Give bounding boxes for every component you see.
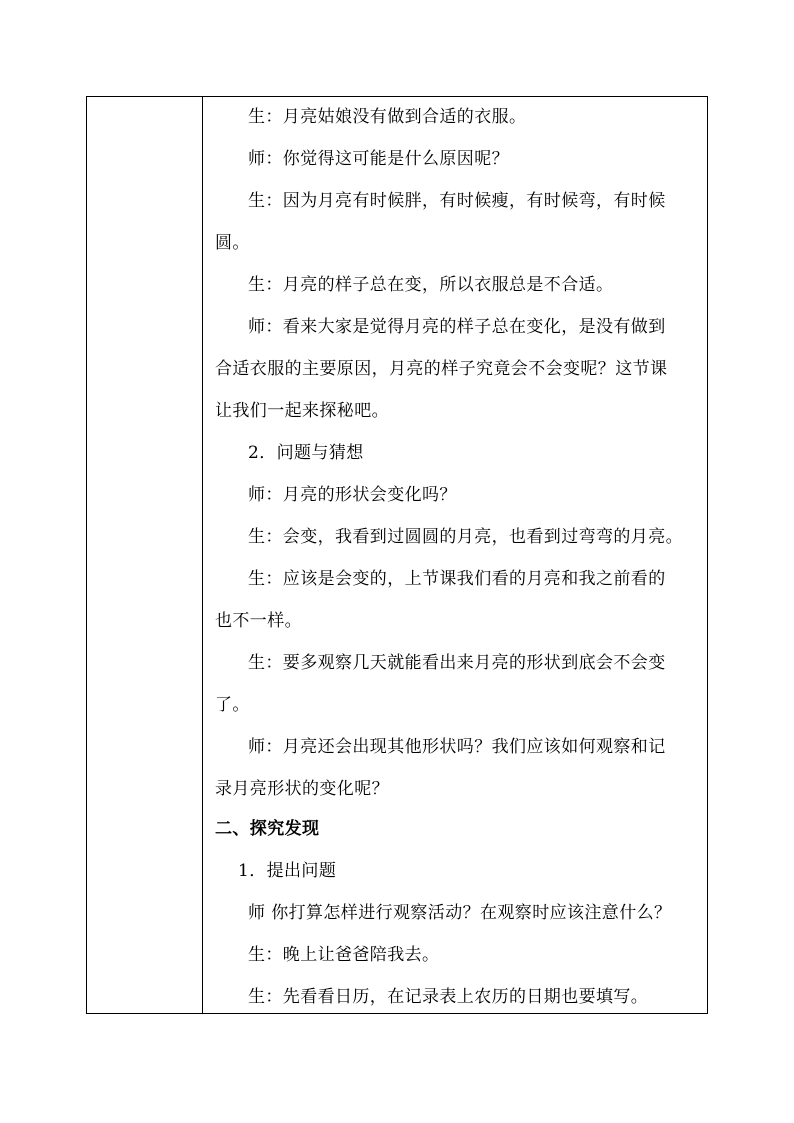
subsection-heading: 1．提出问题 [238, 861, 337, 881]
dialogue-line: 生：会变，我看到过圆圆的月亮，也看到过弯弯的月亮。 [248, 527, 683, 547]
content-cell [203, 97, 707, 1013]
dialogue-line: 师 你打算怎样进行观察活动？在观察时应该注意什么？ [248, 903, 672, 923]
dialogue-line-continuation: 合适衣服的主要原因，月亮的样子究竟会不会变呢？这节课 [215, 359, 668, 379]
left-column-cell [87, 97, 203, 1013]
dialogue-line-continuation: 圆。 [215, 233, 250, 253]
subsection-heading: 2．问题与猜想 [248, 443, 364, 463]
section-heading: 二、探究发现 [215, 819, 320, 839]
dialogue-line: 师：看来大家是觉得月亮的样子总在变化，是没有做到 [248, 317, 666, 337]
dialogue-line-continuation: 也不一样。 [215, 611, 302, 631]
dialogue-line: 生：要多观察几天就能看出来月亮的形状到底会不会变 [248, 653, 666, 673]
dialogue-line-continuation: 录月亮形状的变化呢？ [215, 779, 389, 799]
dialogue-line: 生：因为月亮有时候胖，有时候瘦，有时候弯，有时候 [248, 191, 666, 211]
dialogue-line: 师：你觉得这可能是什么原因呢？ [248, 149, 509, 169]
dialogue-line: 生：晚上让爸爸陪我去。 [248, 945, 440, 965]
dialogue-line: 生：月亮姑娘没有做到合适的衣服。 [248, 107, 527, 127]
dialogue-line: 师：月亮的形状会变化吗？ [248, 485, 457, 505]
dialogue-line: 生：应该是会变的，上节课我们看的月亮和我之前看的 [248, 569, 666, 589]
lesson-table [86, 96, 708, 1014]
dialogue-line: 生：先看看日历，在记录表上农历的日期也要填写。 [248, 987, 649, 1007]
dialogue-line-continuation: 让我们一起来探秘吧。 [215, 401, 389, 421]
dialogue-line-continuation: 了。 [215, 695, 250, 715]
dialogue-line: 师：月亮还会出现其他形状吗？我们应该如何观察和记 [248, 737, 666, 757]
dialogue-line: 生：月亮的样子总在变，所以衣服总是不合适。 [248, 275, 614, 295]
